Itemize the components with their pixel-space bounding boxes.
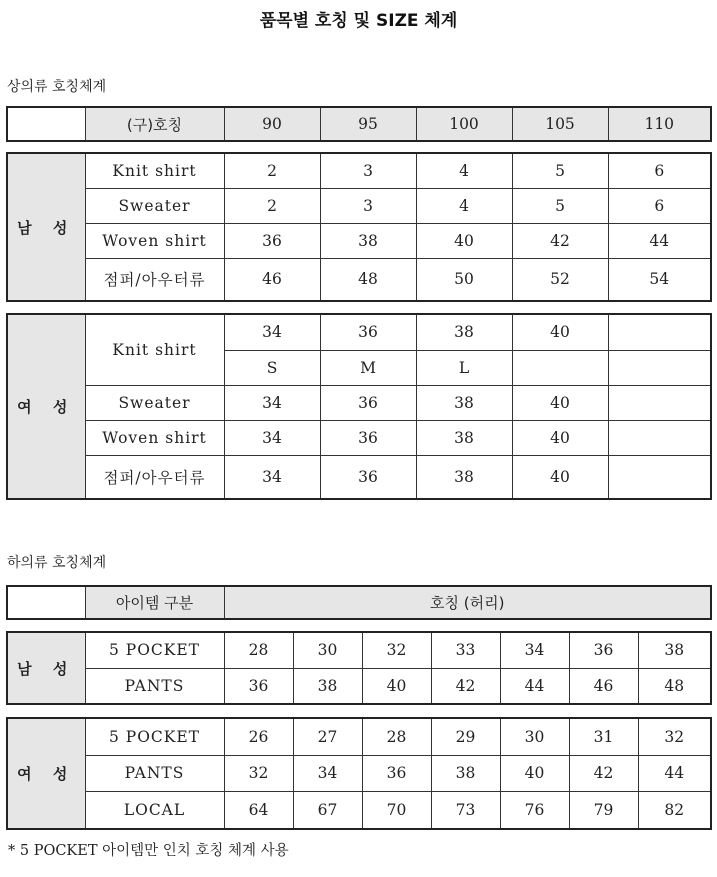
size-cell: 34 <box>500 632 569 668</box>
women-group-label: 여 성 <box>7 718 85 829</box>
size-cell: 29 <box>431 718 500 755</box>
size-cell: 67 <box>293 792 362 829</box>
bottom-header-table <box>6 585 712 620</box>
size-cell: 5 <box>512 153 608 189</box>
size-cell: 38 <box>638 632 711 668</box>
item-name: 5 POCKET <box>85 632 224 668</box>
size-header: 90 <box>224 107 320 141</box>
size-cell: 32 <box>362 632 431 668</box>
size-cell: 44 <box>608 223 711 258</box>
size-header: 105 <box>512 107 608 141</box>
size-cell: 44 <box>638 755 711 791</box>
size-cell: 40 <box>362 668 431 704</box>
size-cell: 2 <box>224 189 320 224</box>
size-header: 95 <box>320 107 416 141</box>
size-cell: 38 <box>416 420 512 455</box>
size-cell: 36 <box>320 385 416 420</box>
size-cell: 4 <box>416 189 512 224</box>
size-cell: 33 <box>431 632 500 668</box>
old-size-label: (구)호칭 <box>85 107 224 141</box>
size-cell: 3 <box>320 189 416 224</box>
footnote: * 5 POCKET 아이템만 인치 호칭 체계 사용 <box>8 843 289 859</box>
size-letter-cell: S <box>224 350 320 385</box>
bottom-women-table <box>6 717 712 830</box>
header-blank-cell <box>7 107 85 141</box>
size-cell: 30 <box>500 718 569 755</box>
size-cell: 6 <box>608 189 711 224</box>
size-cell: 38 <box>416 385 512 420</box>
size-cell <box>608 420 711 455</box>
size-cell: 27 <box>293 718 362 755</box>
size-cell: 42 <box>431 668 500 704</box>
size-cell: 40 <box>512 420 608 455</box>
item-name: 점퍼/아우터류 <box>85 258 224 301</box>
size-cell: 36 <box>224 223 320 258</box>
size-letter-cell <box>512 350 608 385</box>
size-cell: 79 <box>569 792 638 829</box>
size-cell: 36 <box>320 420 416 455</box>
size-cell: 6 <box>608 153 711 189</box>
size-cell: 52 <box>512 258 608 301</box>
size-cell: 26 <box>224 718 293 755</box>
size-cell: 73 <box>431 792 500 829</box>
size-cell <box>608 455 711 499</box>
top-men-table <box>6 152 712 302</box>
size-cell: 38 <box>293 668 362 704</box>
size-cell <box>608 314 711 350</box>
size-cell: 44 <box>500 668 569 704</box>
item-name: 5 POCKET <box>85 718 224 755</box>
size-cell: 4 <box>416 153 512 189</box>
size-cell: 34 <box>224 455 320 499</box>
size-cell: 34 <box>293 755 362 791</box>
size-cell: 32 <box>224 755 293 791</box>
item-name: Knit shirt <box>85 314 224 385</box>
size-cell: 38 <box>431 755 500 791</box>
size-cell: 34 <box>224 314 320 350</box>
item-name: Sweater <box>85 189 224 224</box>
bottom-section-label: 하의류 호칭체계 <box>7 555 107 571</box>
size-cell: 54 <box>608 258 711 301</box>
size-cell: 36 <box>569 632 638 668</box>
size-cell: 34 <box>224 420 320 455</box>
size-cell: 76 <box>500 792 569 829</box>
bottom-men-table <box>6 631 712 705</box>
size-cell: 36 <box>320 314 416 350</box>
size-cell: 40 <box>512 455 608 499</box>
size-cell: 36 <box>224 668 293 704</box>
item-name: 점퍼/아우터류 <box>85 455 224 499</box>
size-cell: 28 <box>362 718 431 755</box>
size-cell: 3 <box>320 153 416 189</box>
size-cell: 34 <box>224 385 320 420</box>
size-cell: 30 <box>293 632 362 668</box>
size-cell: 50 <box>416 258 512 301</box>
size-header: 100 <box>416 107 512 141</box>
size-letter-cell: M <box>320 350 416 385</box>
size-cell: 36 <box>320 455 416 499</box>
size-cell: 2 <box>224 153 320 189</box>
size-cell: 42 <box>512 223 608 258</box>
size-cell: 40 <box>416 223 512 258</box>
item-name: Woven shirt <box>85 420 224 455</box>
size-cell: 42 <box>569 755 638 791</box>
size-cell: 70 <box>362 792 431 829</box>
size-cell: 28 <box>224 632 293 668</box>
size-cell: 46 <box>569 668 638 704</box>
size-cell: 82 <box>638 792 711 829</box>
header-blank-cell <box>7 586 85 619</box>
waist-size-label: 호칭 (허리) <box>224 586 711 619</box>
size-cell: 46 <box>224 258 320 301</box>
size-cell: 38 <box>320 223 416 258</box>
item-name: PANTS <box>85 668 224 704</box>
size-cell: 38 <box>416 455 512 499</box>
item-name: Woven shirt <box>85 223 224 258</box>
item-category-label: 아이템 구분 <box>85 586 224 619</box>
size-cell <box>608 385 711 420</box>
size-cell: 38 <box>416 314 512 350</box>
size-cell: 48 <box>638 668 711 704</box>
top-women-table <box>6 313 712 500</box>
size-cell: 40 <box>500 755 569 791</box>
item-name: LOCAL <box>85 792 224 829</box>
item-name: Sweater <box>85 385 224 420</box>
size-letter-cell: L <box>416 350 512 385</box>
item-name: PANTS <box>85 755 224 791</box>
size-header: 110 <box>608 107 711 141</box>
men-group-label: 남 성 <box>7 632 85 704</box>
size-cell: 36 <box>362 755 431 791</box>
size-letter-cell <box>608 350 711 385</box>
item-name: Knit shirt <box>85 153 224 189</box>
women-group-label: 여 성 <box>7 314 85 499</box>
size-cell: 40 <box>512 385 608 420</box>
size-cell: 32 <box>638 718 711 755</box>
size-cell: 40 <box>512 314 608 350</box>
size-cell: 5 <box>512 189 608 224</box>
men-group-label: 남 성 <box>7 153 85 301</box>
size-cell: 64 <box>224 792 293 829</box>
top-section-label: 상의류 호칭체계 <box>7 79 107 95</box>
document-title: 품목별 호칭 및 SIZE 체계 <box>259 11 458 31</box>
size-cell: 31 <box>569 718 638 755</box>
top-header-table <box>6 106 712 142</box>
size-cell: 48 <box>320 258 416 301</box>
